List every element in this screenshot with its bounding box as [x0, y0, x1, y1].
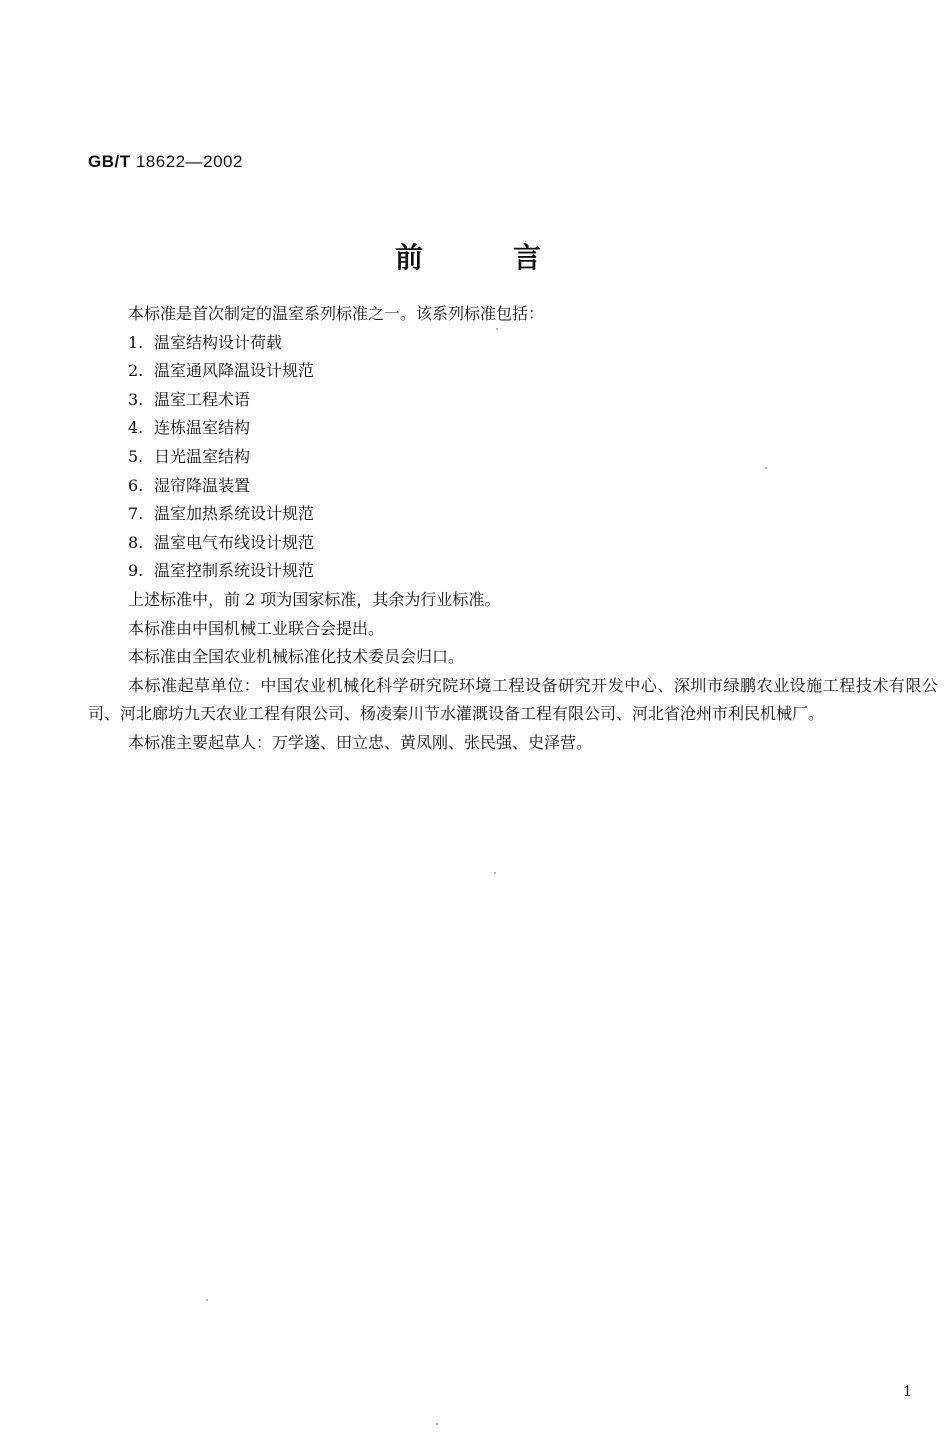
list-item-number: 8.	[128, 532, 144, 552]
list-item	[88, 357, 938, 386]
list-item-text: 连栋温室结构	[154, 418, 251, 438]
list-item	[88, 529, 938, 558]
list-item-text: 日光温室结构	[154, 446, 251, 466]
managed-by-paragraph: 本标准由全国农业机械标准化技术委员会归口。	[128, 647, 465, 667]
list-item-number: 7.	[128, 504, 144, 524]
list-item-text: 温室工程术语	[154, 389, 251, 409]
list-item-text: 湿帘降温装置	[154, 475, 251, 495]
list-item-text: 温室加热系统设计规范	[154, 504, 315, 524]
list-item	[88, 500, 938, 529]
standard-number: 18622—2002	[135, 152, 243, 171]
scan-speck	[206, 1299, 208, 1301]
list-item-text: 温室电气布线设计规范	[154, 532, 315, 552]
foreword-body	[88, 300, 938, 758]
list-item	[88, 329, 938, 358]
standard-code-prefix: GB/T	[88, 152, 131, 171]
list-item-number: 4.	[128, 418, 144, 438]
national-standard-note: 上述标准中，前 2 项为国家标准，其余为行业标准。	[128, 589, 501, 609]
list-item-number: 5.	[128, 446, 144, 466]
drafting-units-paragraph: 本标准起草单位：中国农业机械化科学研究院环境工程设备研究开发中心、深圳市绿鹏农业设施工程技术有限公司、河北廊坊九天农业工程有限公司、杨凌秦川节水灌溉设备工程有限公司、河北省沧州市利民机械厂。	[88, 675, 938, 724]
list-item	[88, 472, 938, 501]
list-item-number: 2.	[128, 361, 144, 381]
drafters-paragraph: 本标准主要起草人：万学遂、田立忠、黄凤刚、张民强、史泽营。	[128, 732, 593, 752]
list-item	[88, 386, 938, 415]
scan-speck	[436, 1423, 438, 1425]
section-title: 前言	[394, 241, 631, 274]
list-item-number: 1.	[128, 332, 144, 352]
list-item-text: 温室结构设计荷载	[154, 332, 283, 352]
scan-speck	[494, 872, 496, 874]
scan-speck	[496, 328, 498, 330]
scan-speck	[765, 467, 767, 469]
list-item-number: 3.	[128, 389, 144, 409]
series-list	[88, 329, 938, 586]
page-number: 1	[903, 1384, 912, 1400]
proposed-by-paragraph: 本标准由中国机械工业联合会提出。	[128, 618, 385, 638]
list-item	[88, 443, 938, 472]
list-item-number: 9.	[128, 561, 144, 581]
list-item-text: 温室控制系统设计规范	[154, 561, 315, 581]
standard-code-header	[88, 152, 243, 172]
intro-paragraph: 本标准是首次制定的温室系列标准之一。该系列标准包括：	[128, 304, 545, 323]
list-item-number: 6.	[128, 475, 144, 495]
list-item-text: 温室通风降温设计规范	[154, 361, 315, 381]
list-item	[88, 414, 938, 443]
list-item	[88, 557, 938, 586]
